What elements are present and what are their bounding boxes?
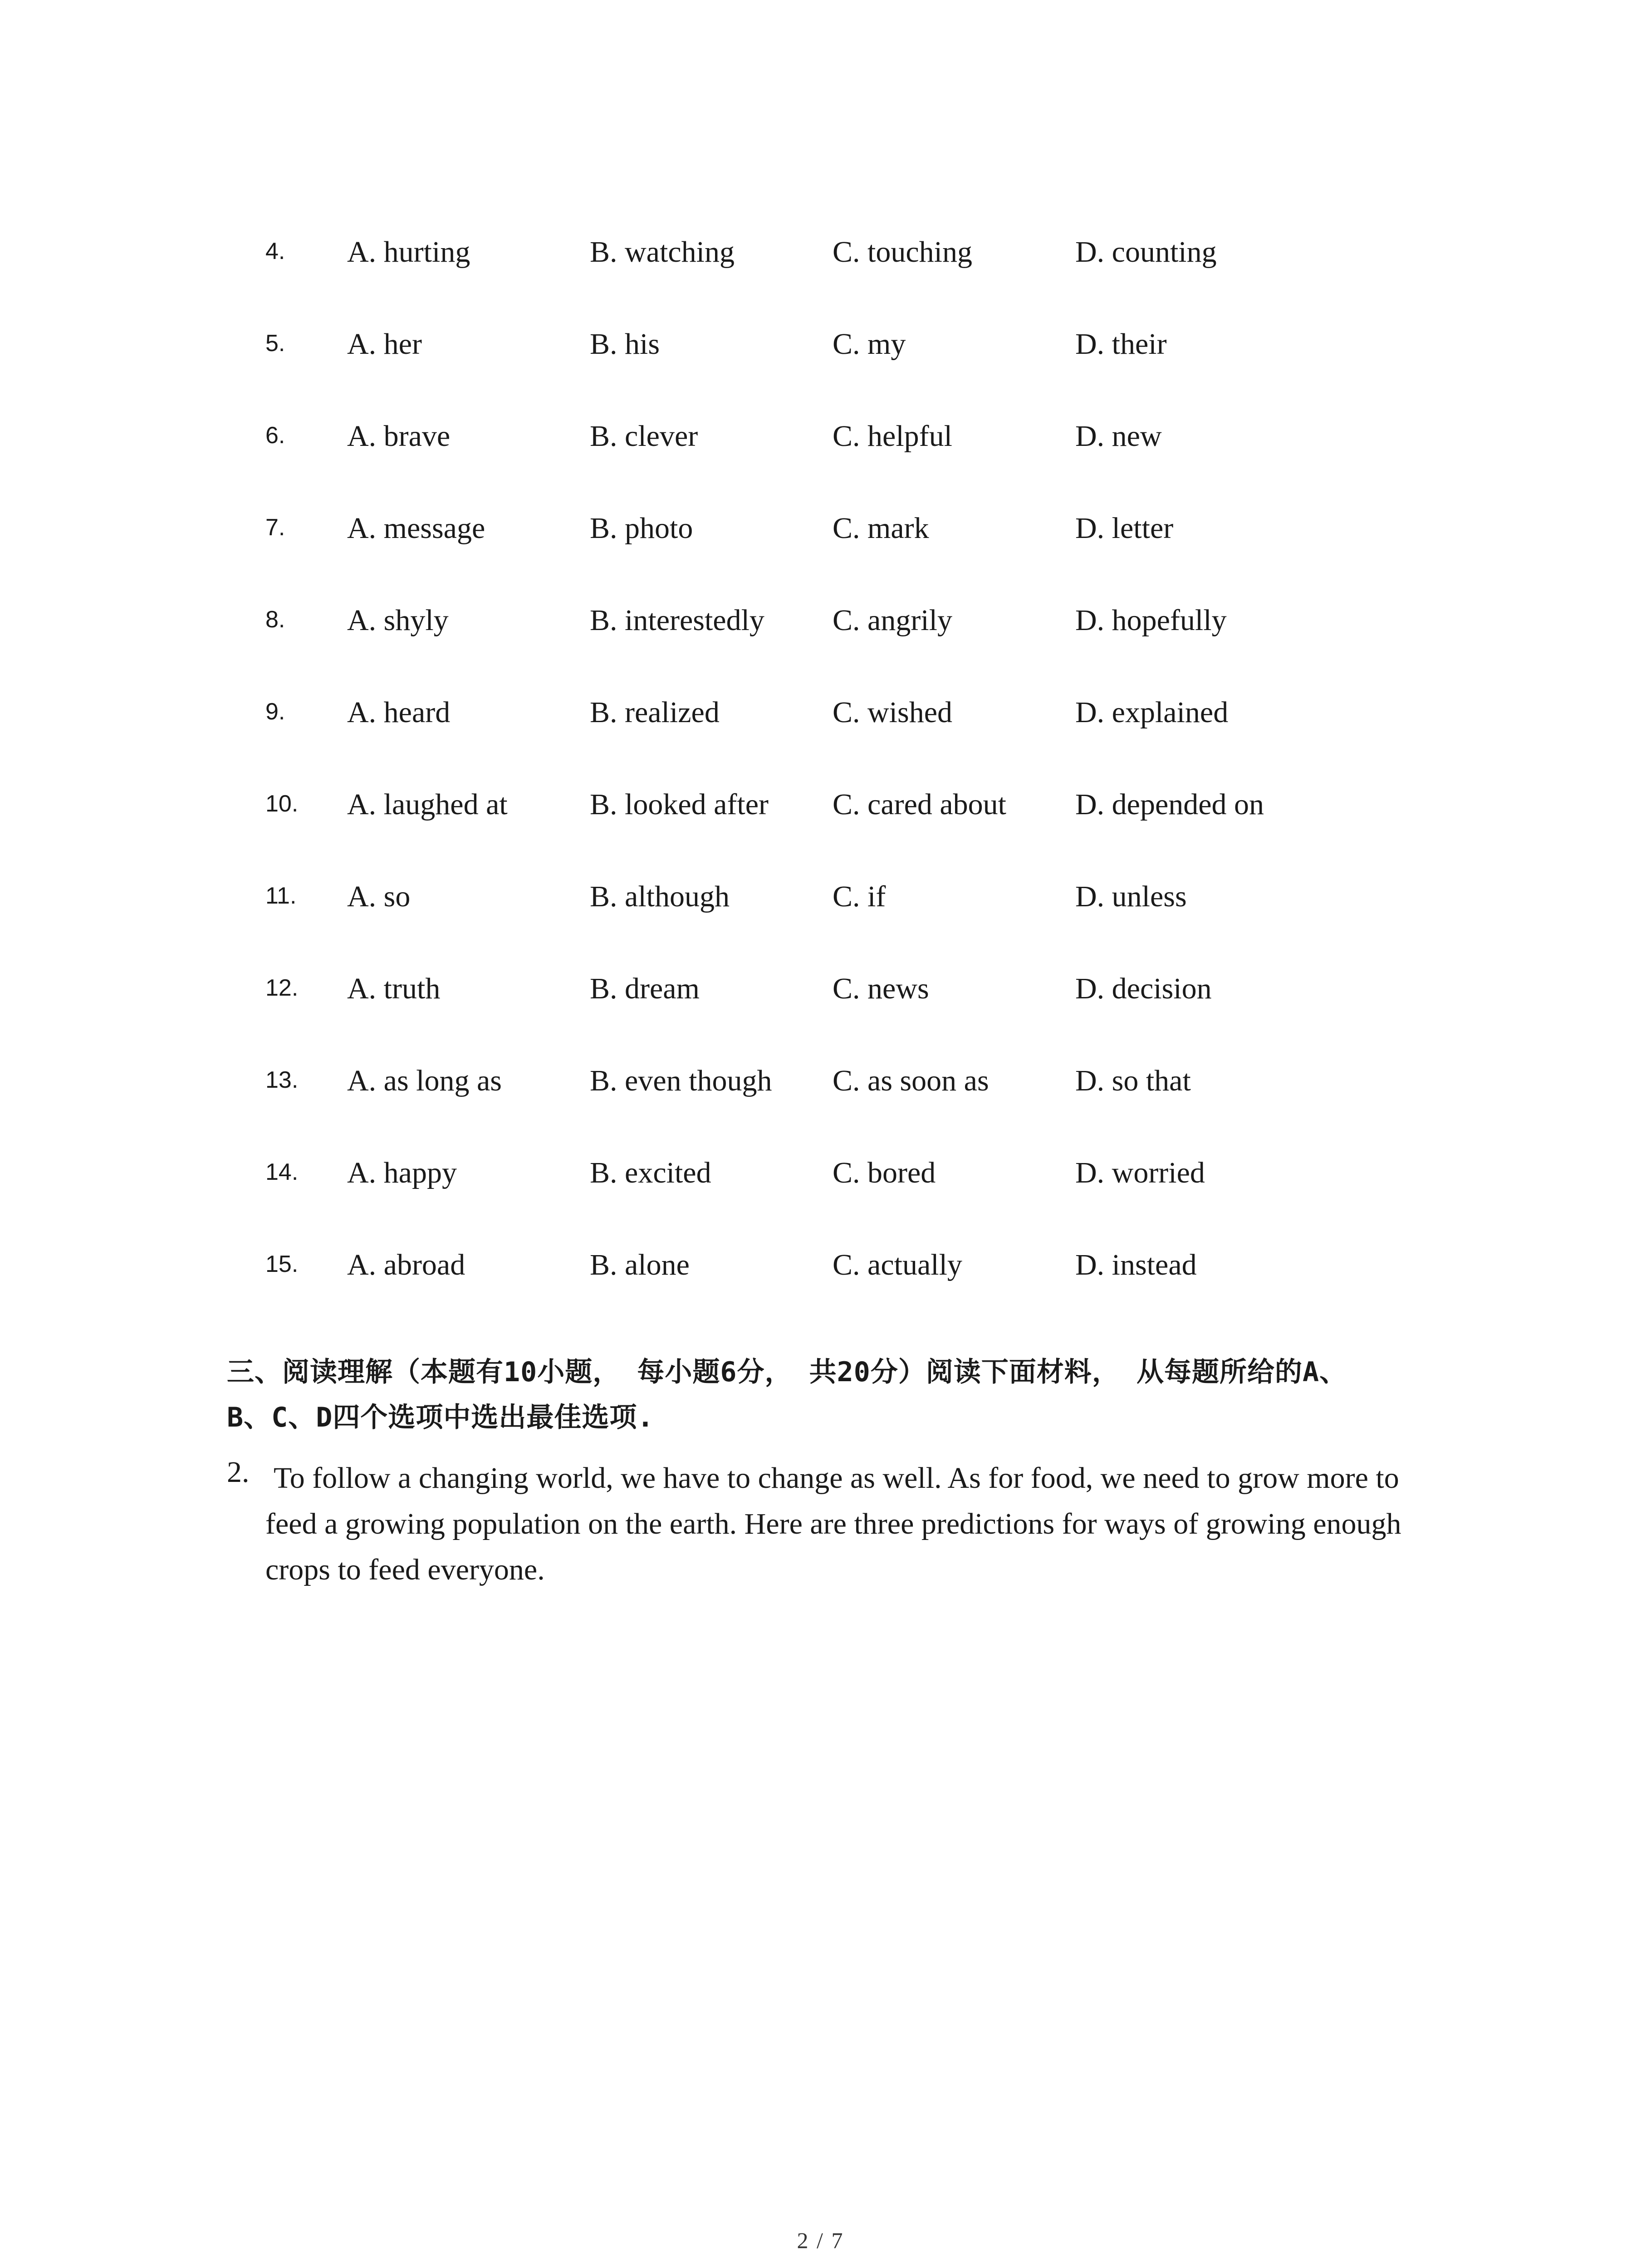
option-b: B. looked after: [590, 788, 769, 821]
option-d: D. so that: [1075, 1064, 1191, 1097]
question-row: [0, 1240, 1641, 1332]
question-number: 7.: [265, 514, 285, 541]
option-d: D. explained: [1075, 696, 1229, 729]
answer-options-list: [0, 227, 1641, 1332]
option-a: A. truth: [347, 972, 441, 1005]
question-row: [0, 595, 1641, 687]
option-d: D. decision: [1075, 972, 1212, 1005]
option-a: A. happy: [347, 1156, 457, 1189]
option-b: B. although: [590, 880, 730, 913]
question-number: 5.: [265, 330, 285, 357]
option-c: C. news: [833, 972, 929, 1005]
option-a: A. shyly: [347, 604, 449, 637]
option-c: C. my: [833, 327, 906, 361]
option-c: C. if: [833, 880, 886, 913]
option-a: A. heard: [347, 696, 451, 729]
option-a: A. message: [347, 512, 485, 545]
question-number: 13.: [265, 1067, 299, 1093]
option-c: C. mark: [833, 512, 929, 545]
question-row: [0, 1056, 1641, 1148]
option-c: C. cared about: [833, 788, 1007, 821]
option-d: D. depended on: [1075, 788, 1264, 821]
option-b: B. watching: [590, 235, 735, 269]
option-a: A. abroad: [347, 1248, 465, 1281]
option-b: B. excited: [590, 1156, 711, 1189]
option-d: D. their: [1075, 327, 1167, 361]
option-d: D. letter: [1075, 512, 1174, 545]
question-row: [0, 1148, 1641, 1240]
option-a: A. her: [347, 327, 422, 361]
option-a: A. as long as: [347, 1064, 502, 1097]
question-row: [0, 319, 1641, 411]
passage-text: To follow a changing world, we have to change as well. As for food, we need to grow more to feed a growing population on the earth. Here are three predictions for ways of growing enough crops to feed everyone.: [265, 1461, 1401, 1586]
option-b: B. alone: [590, 1248, 690, 1281]
option-c: C. helpful: [833, 420, 952, 453]
question-number: 15.: [265, 1251, 299, 1277]
question-row: [0, 871, 1641, 963]
option-b: B. realized: [590, 696, 720, 729]
option-c: C. actually: [833, 1248, 962, 1281]
reading-section-heading: [227, 1349, 1429, 1440]
option-c: C. angrily: [833, 604, 952, 637]
option-c: C. touching: [833, 235, 972, 269]
question-number: 4.: [265, 238, 285, 264]
question-number: 6.: [265, 422, 285, 449]
question-row: [0, 687, 1641, 779]
question-number: 11.: [265, 883, 297, 909]
question-number: 10.: [265, 791, 299, 817]
option-d: D. new: [1075, 420, 1162, 453]
page-number: 2 / 7: [797, 2228, 844, 2253]
option-c: C. as soon as: [833, 1064, 989, 1097]
option-d: D. counting: [1075, 235, 1217, 269]
question-number: 9.: [265, 699, 285, 725]
option-a: A. so: [347, 880, 411, 913]
question-row: [0, 411, 1641, 503]
option-d: D. hopefully: [1075, 604, 1227, 637]
question-row: [0, 963, 1641, 1056]
passage-number: 2.: [227, 1456, 250, 1489]
option-d: D. unless: [1075, 880, 1187, 913]
option-c: C. bored: [833, 1156, 936, 1189]
option-a: A. laughed at: [347, 788, 508, 821]
question-row: [0, 503, 1641, 595]
option-b: B. interestedly: [590, 604, 764, 637]
section-heading-line-2: B、C、D四个选项中选出最佳选项.: [227, 1402, 654, 1433]
question-row: [0, 779, 1641, 871]
option-a: A. hurting: [347, 235, 470, 269]
option-b: B. dream: [590, 972, 700, 1005]
option-a: A. brave: [347, 420, 451, 453]
option-c: C. wished: [833, 696, 952, 729]
option-b: B. his: [590, 327, 660, 361]
question-row: [0, 227, 1641, 319]
section-heading-line-1: 三、阅读理解（本题有10小题， 每小题6分， 共20分）阅读下面材料， 从每题所给的A、: [227, 1356, 1347, 1388]
option-d: D. worried: [1075, 1156, 1205, 1189]
option-b: B. clever: [590, 420, 698, 453]
option-b: B. photo: [590, 512, 693, 545]
question-number: 12.: [265, 975, 299, 1001]
option-d: D. instead: [1075, 1248, 1197, 1281]
question-number: 8.: [265, 606, 285, 633]
question-number: 14.: [265, 1159, 299, 1185]
option-b: B. even though: [590, 1064, 772, 1097]
